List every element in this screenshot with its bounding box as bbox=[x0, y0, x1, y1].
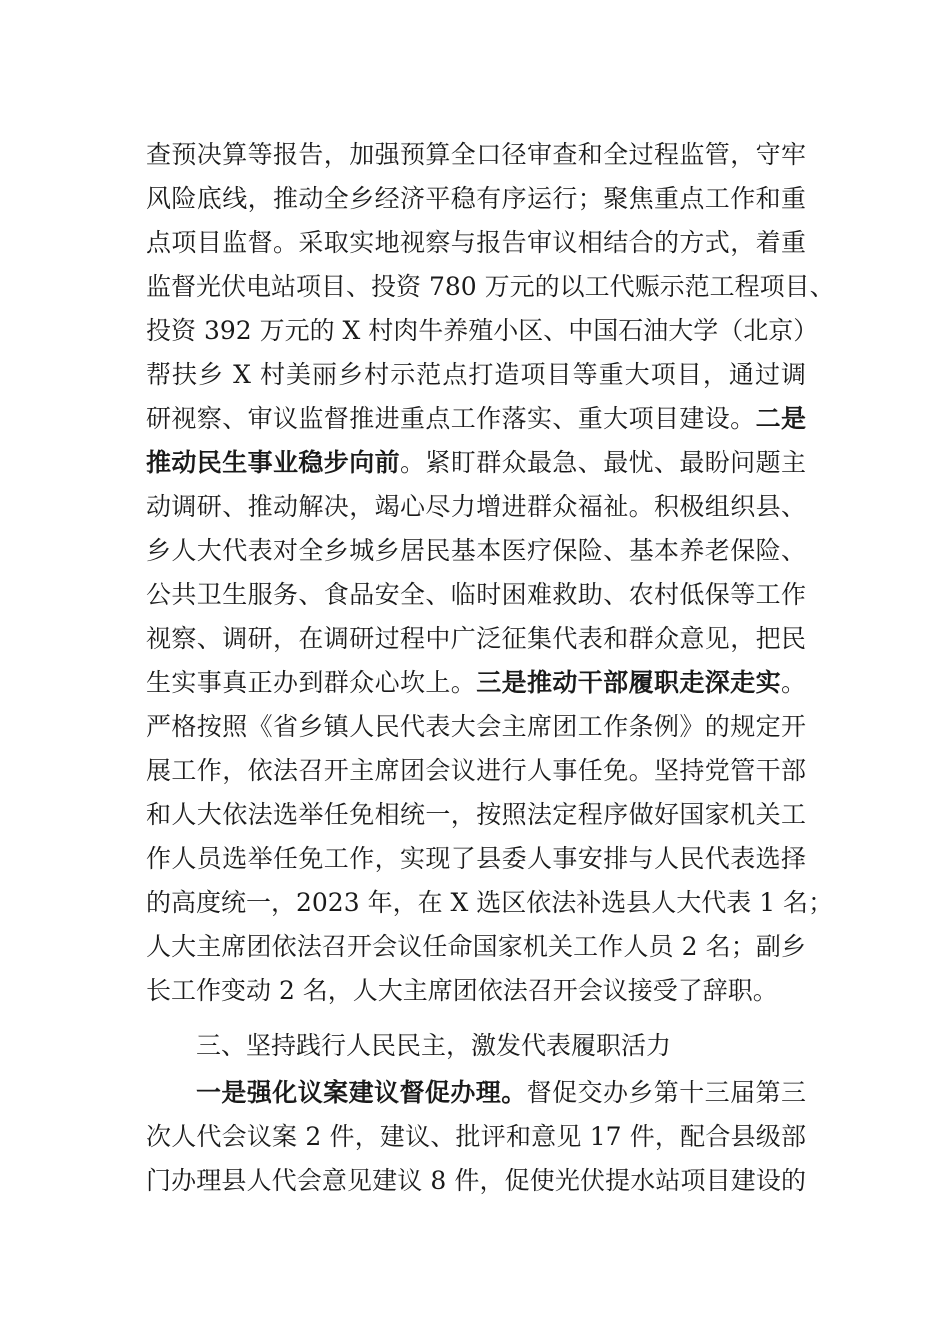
text-line: 公共卫生服务、食品安全、临时困难救助、农村低保等工作 bbox=[146, 580, 806, 609]
text-line-mixed bbox=[146, 397, 806, 441]
text-line-mixed bbox=[146, 441, 806, 485]
text-run: 。紧盯群众最急、最忧、最盼问题主 bbox=[400, 448, 806, 477]
text-line-mixed bbox=[196, 1071, 806, 1115]
text-line: 的高度统一，2023 年，在 X 选区依法补选县人大代表 1 名； bbox=[146, 888, 834, 917]
bold-run: 三是推动干部履职走深走实 bbox=[476, 668, 781, 697]
text-run: 督促交办乡第十三届第三 bbox=[526, 1078, 806, 1107]
text-line-mixed bbox=[146, 661, 806, 705]
text-line: 展工作，依法召开主席团会议进行人事任免。坚持党管干部 bbox=[146, 756, 806, 785]
text-line: 严格按照《省乡镇人民代表大会主席团工作条例》的规定开 bbox=[146, 712, 806, 741]
bold-run: 二是 bbox=[755, 404, 806, 433]
text-line: 投资 392 万元的 X 村肉牛养殖小区、中国石油大学（北京） bbox=[146, 316, 819, 345]
text-line: 帮扶乡 X 村美丽乡村示范点打造项目等重大项目，通过调 bbox=[146, 360, 806, 389]
text-line: 乡人大代表对全乡城乡居民基本医疗保险、基本养老保险、 bbox=[146, 536, 806, 565]
text-run: 研视察、审议监督推进重点工作落实、重大项目建设。 bbox=[146, 404, 756, 433]
text-line: 次人代会议案 2 件，建议、批评和意见 17 件，配合县级部 bbox=[146, 1122, 806, 1151]
bold-run: 推动民生事业稳步向前 bbox=[146, 448, 400, 477]
text-line: 人大主席团依法召开会议任命国家机关工作人员 2 名；副乡 bbox=[146, 932, 806, 961]
text-run: 生实事真正办到群众心坎上。 bbox=[146, 668, 477, 697]
text-run: 。 bbox=[780, 668, 806, 697]
text-line: 查预决算等报告，加强预算全口径审查和全过程监管，守牢 bbox=[146, 140, 806, 169]
bold-run: 一是强化议案建议督促办理。 bbox=[196, 1078, 527, 1107]
text-line: 长工作变动 2 名，人大主席团依法召开会议接受了辞职。 bbox=[146, 976, 778, 1005]
text-line: 监督光伏电站项目、投资 780 万元的以工代赈示范工程项目、 bbox=[146, 272, 835, 301]
text-line: 门办理县人代会意见建议 8 件，促使光伏提水站项目建设的 bbox=[146, 1166, 806, 1195]
text-line: 和人大依法选举任免相统一，按照法定程序做好国家机关工 bbox=[146, 800, 806, 829]
text-line: 点项目监督。采取实地视察与报告审议相结合的方式，着重 bbox=[146, 228, 806, 257]
text-line: 作人员选举任免工作，实现了县委人事安排与人民代表选择 bbox=[146, 844, 806, 873]
text-line: 动调研、推动解决，竭心尽力增进群众福祉。积极组织县、 bbox=[146, 492, 806, 521]
text-line: 风险底线，推动全乡经济平稳有序运行；聚焦重点工作和重 bbox=[146, 184, 806, 213]
text-line: 视察、调研，在调研过程中广泛征集代表和群众意见，把民 bbox=[146, 624, 806, 653]
section-heading: 三、坚持践行人民民主，激发代表履职活力 bbox=[196, 1031, 672, 1060]
